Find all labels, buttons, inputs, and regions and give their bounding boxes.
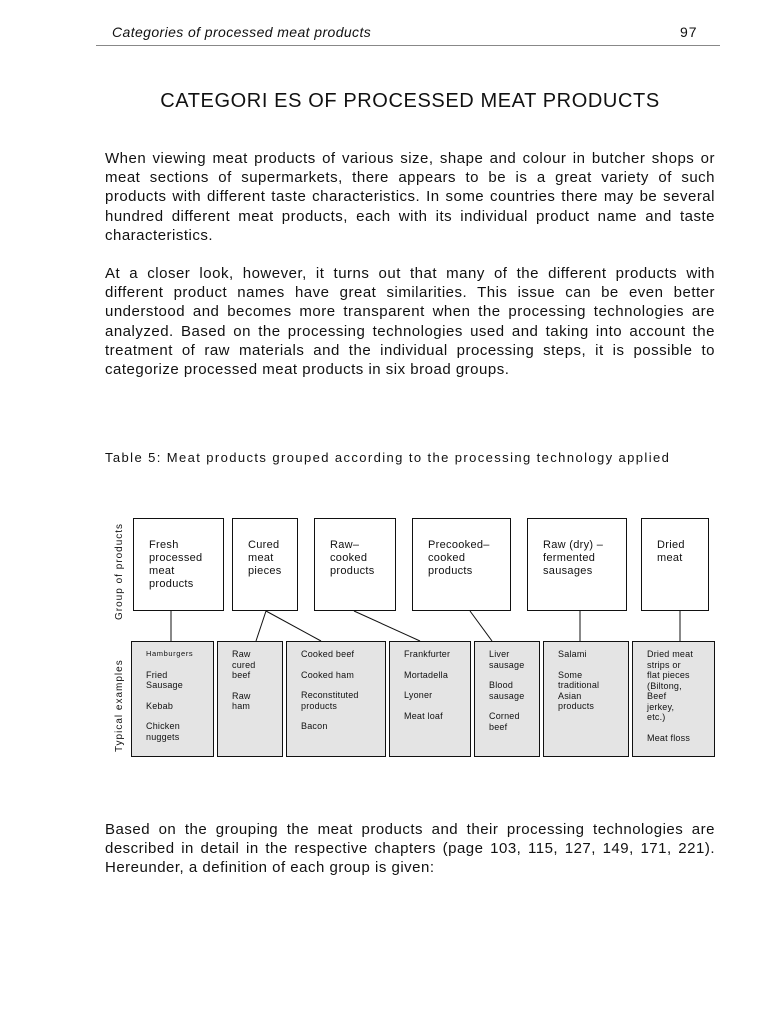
example-item xyxy=(489,711,533,732)
group-box xyxy=(314,518,396,611)
group-box-line: cooked xyxy=(428,552,466,564)
group-box-line: fermented xyxy=(543,552,596,564)
example-item xyxy=(404,690,464,701)
example-item xyxy=(301,670,379,681)
example-item-line: Cooked beef xyxy=(301,649,355,659)
row-label-groups: Group of products xyxy=(114,522,125,620)
example-item-line: Kebab xyxy=(146,700,174,711)
examples-box xyxy=(632,641,715,757)
group-box-line: meat xyxy=(657,552,683,564)
connector-line xyxy=(354,611,420,641)
group-box-line: Cured xyxy=(248,539,280,551)
group-box-line: cooked xyxy=(330,552,368,564)
group-box-line: products xyxy=(330,565,375,577)
example-item xyxy=(647,733,708,744)
example-item-line: (Biltong, xyxy=(647,680,682,691)
group-box xyxy=(412,518,511,611)
example-item xyxy=(489,680,533,701)
example-item-line: sausage xyxy=(489,690,525,701)
examples-box xyxy=(474,641,540,757)
group-box-line: sausages xyxy=(543,565,593,577)
example-item-line: beef xyxy=(489,721,508,732)
group-box-line: Fresh xyxy=(149,539,179,551)
example-item-line: Reconstituted xyxy=(301,690,359,700)
connector-line xyxy=(470,611,492,641)
example-item xyxy=(404,670,464,681)
example-item-line: Mortadella xyxy=(404,669,449,680)
example-item xyxy=(146,670,207,691)
example-item-line: strips or xyxy=(647,659,681,670)
example-item-line: Some xyxy=(558,669,583,680)
example-item xyxy=(146,721,207,742)
example-item xyxy=(301,649,379,660)
example-item xyxy=(558,670,622,712)
example-item-line: jerkey, xyxy=(647,701,675,712)
examples-box xyxy=(217,641,283,757)
example-item-line: Corned xyxy=(489,711,520,721)
examples-box xyxy=(543,641,629,757)
group-box-line: Dried xyxy=(657,539,685,551)
group-box xyxy=(232,518,298,611)
example-item-line: etc.) xyxy=(647,712,666,722)
example-item-line: Hamburgers xyxy=(146,649,194,658)
example-item xyxy=(146,649,207,660)
example-item-line: Lyoner xyxy=(404,690,433,700)
group-box-line: processed xyxy=(149,552,203,564)
example-item-line: Beef xyxy=(647,691,667,701)
examples-box xyxy=(131,641,214,757)
example-item-line: traditional xyxy=(558,680,600,690)
connector-line xyxy=(256,611,266,641)
group-box xyxy=(641,518,709,611)
section-title: CATEGORI ES OF PROCESSED MEAT PRODUCTS xyxy=(160,90,660,112)
group-box xyxy=(527,518,627,611)
row-label-examples: Typical examples xyxy=(114,659,125,752)
group-box-line: Raw– xyxy=(330,539,360,551)
example-item xyxy=(301,690,379,711)
example-item-line: ham xyxy=(232,701,251,711)
examples-box xyxy=(286,641,386,757)
example-item-line: Fried xyxy=(146,669,168,680)
group-box-line: products xyxy=(149,578,194,590)
example-item-line: Sausage xyxy=(146,680,183,690)
example-item xyxy=(647,649,708,723)
example-item-line: Dried meat xyxy=(647,649,694,659)
example-item xyxy=(558,649,622,660)
example-item-line: Salami xyxy=(558,649,587,659)
example-item xyxy=(232,691,276,712)
example-item xyxy=(146,701,207,712)
example-item xyxy=(232,649,276,681)
table-caption: Table 5: Meat products grouped according to the processing technology applied xyxy=(105,450,671,465)
group-box xyxy=(133,518,224,611)
example-item-line: Meat floss xyxy=(647,732,691,743)
example-item-line: Meat loaf xyxy=(404,710,443,721)
group-box-line: meat xyxy=(248,552,274,564)
example-item-line: Asian xyxy=(558,690,582,701)
page-number: 97 xyxy=(680,24,698,40)
group-box-line: meat xyxy=(149,565,175,577)
example-item-line: Raw xyxy=(232,690,251,701)
example-item-line: products xyxy=(301,700,338,711)
example-item xyxy=(404,649,464,660)
example-item-line: cured xyxy=(232,659,256,670)
running-header-title: Categories of processed meat products xyxy=(112,24,372,40)
group-box-line: Raw (dry) – xyxy=(543,539,604,551)
example-item-line: sausage xyxy=(489,659,525,670)
example-item-line: Cooked ham xyxy=(301,669,355,680)
group-box-line: Precooked– xyxy=(428,539,490,551)
example-item-line: beef xyxy=(232,670,251,680)
group-box-line: pieces xyxy=(248,565,282,577)
example-item-line: Raw xyxy=(232,649,251,659)
example-item-line: flat pieces xyxy=(647,670,690,680)
example-item-line: Bacon xyxy=(301,721,328,731)
example-item xyxy=(404,711,464,722)
closing-paragraph: Based on the grouping the meat products and their processing technologies are described in detail in the respective chapters (page 103, 115, 127, 149, 171, 221). Hereunder, a definition of each group is given: xyxy=(105,821,715,877)
intro-paragraph-2: At a closer look, however, it turns out that many of the different products with different product names have great similarities. This issue can be even better understood and becomes more transparent when the processing technologies are analyzed. Based on the processing technologies used and taking into account the treatment of raw materials and the individual processing steps, it is possible to categorize processed meat products in six broad groups. xyxy=(105,265,715,379)
example-item-line: Liver xyxy=(489,649,510,659)
example-item xyxy=(301,721,379,732)
example-item-line: products xyxy=(558,701,595,711)
connector-line xyxy=(266,611,321,641)
example-item xyxy=(489,649,533,670)
group-box-line: products xyxy=(428,565,473,577)
example-item-line: Frankfurter xyxy=(404,649,451,659)
example-item-line: Chicken xyxy=(146,721,180,731)
intro-paragraph-1: When viewing meat products of various size, shape and colour in butcher shops or meat sections of supermarkets, there appears to be is a great variety of such products with different taste characteristics. In some countries there may be several hundred different meat products, each with its individual product name and taste characteristics. xyxy=(105,150,715,244)
examples-box xyxy=(389,641,471,757)
example-item-line: Blood xyxy=(489,680,514,690)
example-item-line: nuggets xyxy=(146,731,180,742)
